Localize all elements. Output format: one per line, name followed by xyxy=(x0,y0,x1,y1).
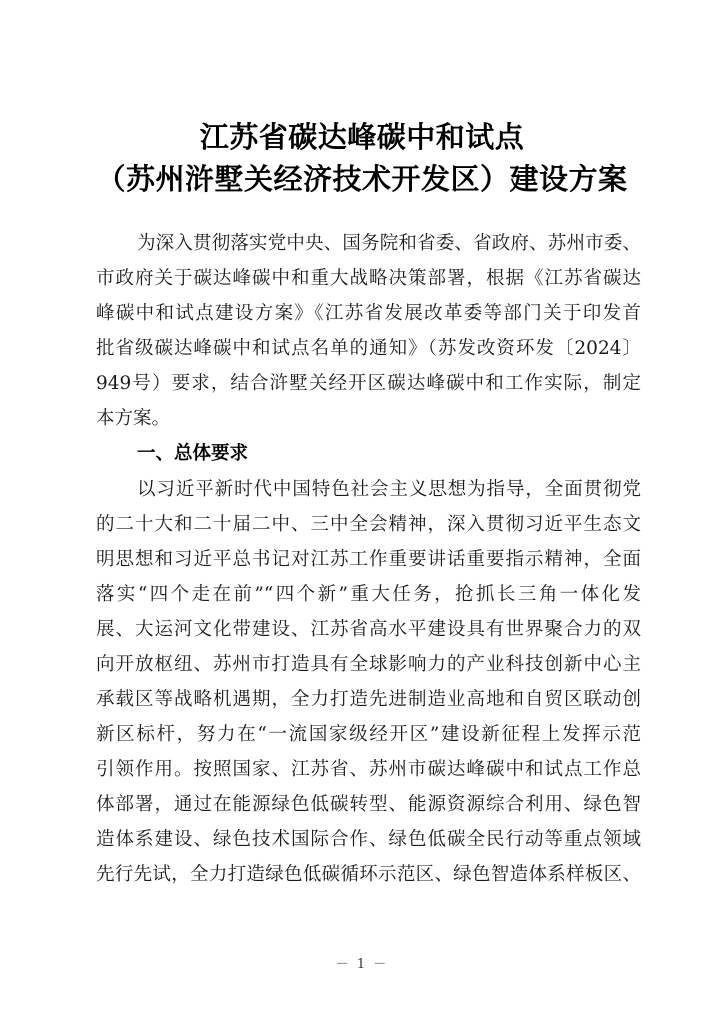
page-number: － 1 － xyxy=(335,957,389,972)
section1-line: 体部署，通过在能源绿色低碳转型、能源资源综合利用、绿色智 xyxy=(96,794,641,815)
document-title-line-1: 江苏省碳达峰碳中和试点 xyxy=(199,120,525,154)
document-title-line-2: （苏州浒墅关经济技术开发区）建设方案 xyxy=(96,162,628,196)
section1-line: 引领作用。按照国家、江苏省、苏州市碳达峰碳中和试点工作总 xyxy=(96,759,641,780)
section1-line: 的二十大和二十届二中、三中全会精神，深入贯彻习近平生态文 xyxy=(96,514,641,535)
intro-line: 为深入贯彻落实党中央、国务院和省委、省政府、苏州市委、 xyxy=(137,233,641,254)
intro-line: 949号）要求，结合浒墅关经开区碳达峰碳中和工作实际，制定 xyxy=(96,373,641,394)
intro-line: 本方案。 xyxy=(96,408,171,429)
section1-line: 承载区等战略机遇期，全力打造先进制造业高地和自贸区联动创 xyxy=(96,689,641,710)
section1-line: 明思想和习近平总书记对江苏工作重要讲话重要指示精神，全面 xyxy=(96,549,641,570)
section1-line: 新区标杆，努力在“一流国家级经开区”建设新征程上发挥示范 xyxy=(96,724,641,745)
intro-line: 峰碳中和试点建设方案》《江苏省发展改革委等部门关于印发首 xyxy=(96,303,641,324)
section-heading-general-requirements: 一、总体要求 xyxy=(137,443,249,464)
section1-line: 以习近平新时代中国特色社会主义思想为指导，全面贯彻党 xyxy=(137,479,641,500)
intro-line: 市政府关于碳达峰碳中和重大战略决策部署，根据《江苏省碳达 xyxy=(96,268,641,289)
section1-line: 先行先试，全力打造绿色低碳循环示范区、绿色智造体系样板区、 xyxy=(96,864,641,885)
section1-line: 落实“四个走在前”“四个新”重大任务，抢抓长三角一体化发 xyxy=(96,584,641,605)
section1-line: 向开放枢纽、苏州市打造具有全球影响力的产业科技创新中心主 xyxy=(96,654,641,675)
section1-line: 造体系建设、绿色技术国际合作、绿色低碳全民行动等重点领域 xyxy=(96,829,641,850)
section1-line: 展、大运河文化带建设、江苏省高水平建设具有世界聚合力的双 xyxy=(96,619,641,640)
intro-line: 批省级碳达峰碳中和试点名单的通知》（苏发改资环发〔2024〕 xyxy=(96,338,641,359)
